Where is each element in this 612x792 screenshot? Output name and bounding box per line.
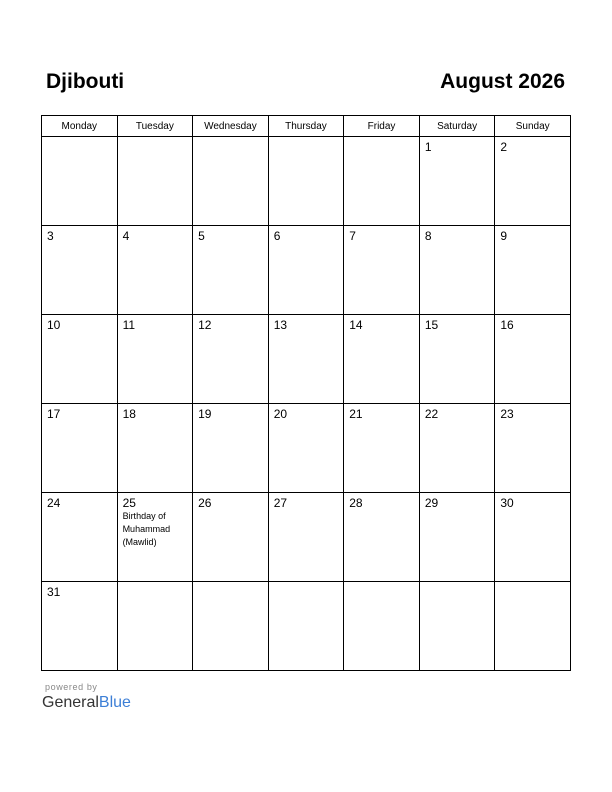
day-number: 9 [500, 229, 508, 243]
day-cell[interactable] [495, 226, 571, 315]
week-row [42, 137, 571, 226]
empty-day-cell [344, 582, 420, 671]
weekday-header: Thursday [268, 116, 344, 137]
weekday-header: Tuesday [117, 116, 193, 137]
day-number: 29 [424, 496, 439, 510]
day-cell[interactable] [268, 226, 344, 315]
day-cell[interactable] [495, 493, 571, 582]
day-cell[interactable] [344, 493, 420, 582]
weekday-header: Sunday [495, 116, 571, 137]
day-number: 4 [122, 229, 130, 243]
day-number: 21 [349, 407, 363, 421]
holiday-label: Birthday of Muhammad (Mawlid) [122, 511, 171, 547]
day-number: 22 [424, 407, 439, 421]
weekday-header: Saturday [419, 116, 495, 137]
day-number: 13 [273, 318, 288, 332]
day-number: 28 [349, 496, 363, 510]
day-number: 8 [424, 229, 432, 243]
day-number: 31 [47, 585, 61, 599]
day-cell[interactable] [495, 404, 571, 493]
day-cell[interactable] [419, 404, 495, 493]
week-row [42, 404, 571, 493]
day-cell[interactable] [344, 226, 420, 315]
day-number: 10 [47, 318, 61, 332]
day-cell[interactable] [42, 404, 118, 493]
day-cell[interactable] [42, 493, 118, 582]
week-row [42, 315, 571, 404]
day-cell[interactable] [117, 493, 193, 582]
week-row [42, 582, 571, 671]
day-cell[interactable] [344, 404, 420, 493]
day-number: 17 [47, 407, 61, 421]
empty-day-cell [117, 582, 193, 671]
brand-logo[interactable] [42, 694, 131, 712]
day-number: 23 [500, 407, 514, 421]
day-cell[interactable] [193, 493, 269, 582]
powered-by-label: powered by [45, 682, 98, 692]
empty-day-cell [193, 137, 269, 226]
day-number: 7 [349, 229, 356, 243]
day-cell[interactable] [419, 226, 495, 315]
day-cell[interactable] [117, 315, 193, 404]
day-number: 5 [198, 229, 205, 243]
week-row [42, 226, 571, 315]
day-cell[interactable] [193, 404, 269, 493]
empty-day-cell [193, 582, 269, 671]
day-cell[interactable] [268, 404, 344, 493]
day-number: 3 [47, 229, 54, 243]
day-number: 14 [349, 318, 363, 332]
day-number: 25 [122, 496, 136, 510]
month-year-title: August 2026 [440, 70, 565, 93]
week-row [42, 493, 571, 582]
day-cell[interactable] [419, 493, 495, 582]
day-cell[interactable] [193, 226, 269, 315]
day-number: 1 [424, 140, 432, 154]
empty-day-cell [268, 137, 344, 226]
day-number: 18 [122, 407, 136, 421]
weekday-header: Monday [42, 116, 118, 137]
day-number: 30 [500, 496, 514, 510]
day-cell[interactable] [117, 226, 193, 315]
day-number: 16 [500, 318, 514, 332]
day-cell[interactable] [419, 315, 495, 404]
empty-day-cell [117, 137, 193, 226]
day-number: 19 [198, 407, 212, 421]
day-number: 20 [273, 407, 288, 421]
empty-day-cell [268, 582, 344, 671]
day-cell[interactable] [42, 226, 118, 315]
day-number: 15 [424, 318, 439, 332]
day-cell[interactable] [193, 315, 269, 404]
day-cell[interactable] [117, 404, 193, 493]
day-cell[interactable] [268, 315, 344, 404]
country-title: Djibouti [46, 70, 125, 93]
empty-day-cell [495, 582, 571, 671]
day-cell[interactable] [42, 582, 118, 671]
day-cell[interactable] [268, 493, 344, 582]
day-cell[interactable] [344, 315, 420, 404]
weekday-header: Wednesday [193, 116, 269, 137]
empty-day-cell [42, 137, 118, 226]
day-cell[interactable] [495, 137, 571, 226]
empty-day-cell [344, 137, 420, 226]
weekday-header-row [42, 116, 571, 137]
empty-day-cell [419, 582, 495, 671]
day-cell[interactable] [42, 315, 118, 404]
day-number: 12 [198, 318, 212, 332]
weekday-header: Friday [344, 116, 420, 137]
day-number: 26 [198, 496, 212, 510]
day-number: 2 [500, 140, 508, 154]
brand-general-text: General [42, 694, 99, 711]
day-number: 27 [273, 496, 288, 510]
day-number: 6 [273, 229, 281, 243]
calendar-grid [41, 115, 571, 671]
day-number: 24 [47, 496, 61, 510]
brand-blue-text: Blue [98, 694, 131, 711]
day-cell[interactable] [495, 315, 571, 404]
day-number: 11 [122, 318, 136, 332]
day-cell[interactable] [419, 137, 495, 226]
